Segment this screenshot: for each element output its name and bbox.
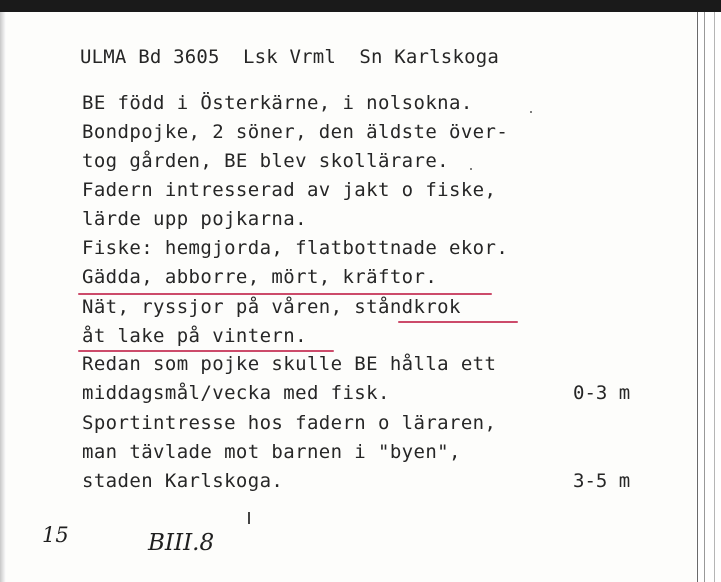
card-edge-line (714, 12, 715, 582)
ink-speck (470, 168, 472, 170)
text-line: BE född i Österkärne, i nolsokna. (82, 92, 473, 114)
underline-mark (398, 321, 518, 323)
text-line: åt lake på vintern. (82, 325, 307, 347)
text-line: staden Karlskoga. (82, 470, 284, 492)
handwritten-code: BIII.8 (148, 530, 215, 556)
card-edge-line (704, 12, 705, 582)
text-line: Gädda, abborre, mört, kräftor. (82, 266, 438, 288)
text-line: Fadern intresserad av jakt o fiske, (82, 179, 497, 201)
text-line: lärde upp pojkarna. (82, 208, 307, 230)
ink-speck (530, 111, 532, 113)
text-line: tog gården, BE blev skollärare. (82, 150, 450, 172)
scan-top-border (0, 0, 721, 12)
text-line: Sportintresse hos fadern o läraren, (82, 412, 497, 434)
text-line: Nät, ryssjor på våren, ståndkrok (82, 296, 461, 318)
text-line: Redan som pojke skulle BE hålla ett (82, 353, 497, 375)
depth-value: 0-3 m (573, 382, 631, 404)
card-edge-line (697, 12, 698, 582)
depth-value: 3-5 m (573, 470, 631, 492)
text-line: middagsmål/vecka med fisk. (82, 382, 390, 404)
underline-mark (78, 350, 334, 352)
handwritten-number: 15 (42, 523, 69, 547)
pencil-tick (248, 512, 250, 524)
text-line: Bondpojke, 2 söner, den äldste över- (82, 121, 509, 143)
underline-mark (78, 293, 492, 295)
card-header: ULMA Bd 3605 Lsk Vrml Sn Karlskoga (80, 46, 500, 68)
text-line: man tävlade mot barnen i "byen", (82, 441, 461, 463)
text-line: Fiske: hemgjorda, flatbottnade ekor. (82, 237, 509, 259)
